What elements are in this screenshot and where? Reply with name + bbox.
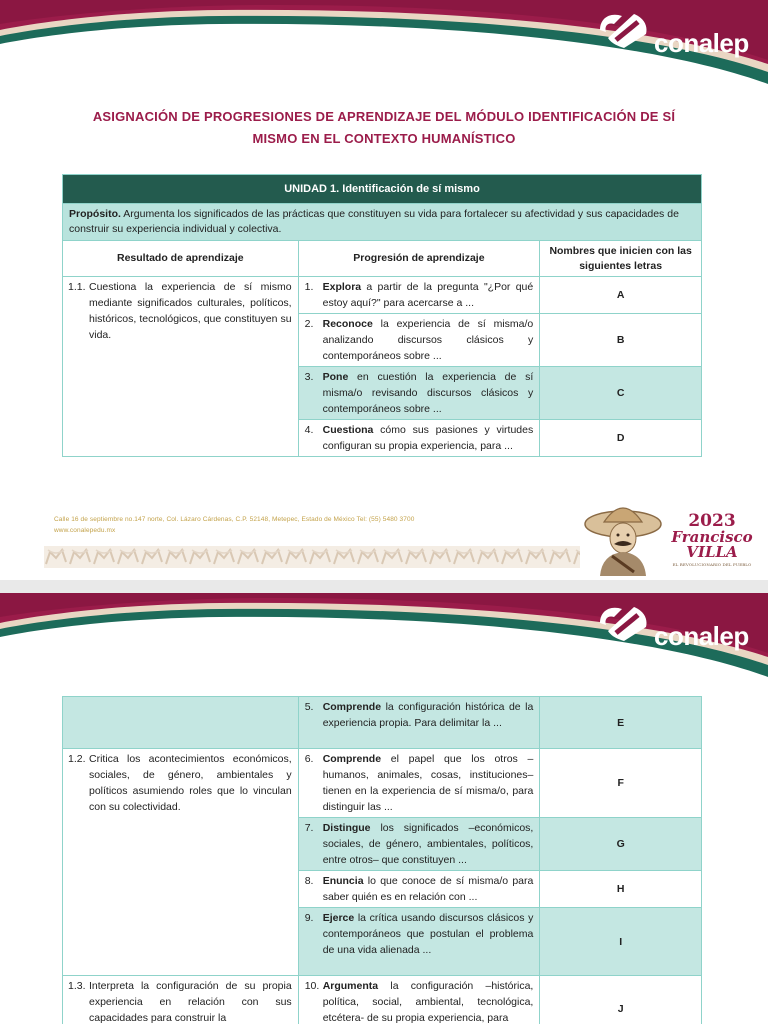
progression-verb: Reconoce xyxy=(322,318,373,330)
conalep-logo xyxy=(594,10,762,58)
letter-cell: E xyxy=(540,697,702,749)
progression-text: la crítica usando discursos clásicos y contemporáneos que postulan el problema de una vida alienada ... xyxy=(322,912,534,956)
progression-text: la configuración –histórica, política, social, ambiental, tecnológica, etcétera- de su propia experiencia, para xyxy=(322,980,534,1024)
letter-cell: J xyxy=(540,976,702,1024)
column-header-letters: Nombres que inicien con las siguientes letras xyxy=(540,241,702,277)
progression-verb: Explora xyxy=(322,281,362,293)
letter-cell: I xyxy=(540,908,702,976)
result-cell xyxy=(63,976,299,1024)
progression-number: 10. xyxy=(304,980,320,992)
logo-wordmark: conalep xyxy=(654,28,749,58)
progression-text: la experiencia de sí misma/o analizando discursos clásicos y contemporáneos sobre ... xyxy=(322,318,534,362)
progression-cell xyxy=(298,976,540,1024)
footer-website: www.conalepedu.mx xyxy=(54,527,116,534)
progression-number: 3. xyxy=(304,371,314,383)
result-number: 1.2. xyxy=(68,753,86,765)
progression-number: 6. xyxy=(304,753,314,765)
result-text: Critica los acontecimientos económicos, sociales, de género, ambientales y políticos asumiendo roles que lo vinculan con su colectividad. xyxy=(89,753,292,813)
progression-number: 2. xyxy=(304,318,314,330)
progressions-table-continued xyxy=(62,696,702,1024)
progression-number: 9. xyxy=(304,912,314,924)
progression-text: lo que conoce de sí misma/o para saber quién es en relación con ... xyxy=(322,875,534,903)
purpose-text: Argumenta los significados de las prácticas que constituyen su vida para fortalecer su afectividad y sus capacidades de construir su experiencia individual y colectiva. xyxy=(69,208,679,235)
title-line-2: MISMO EN EL CONTEXTO HUMANÍSTICO xyxy=(252,131,516,146)
letter-cell: B xyxy=(540,314,702,367)
progression-number: 8. xyxy=(304,875,314,887)
progression-text: los significados –económicos, sociales, de género, ambientales, políticos, entre otros– que constituyen ... xyxy=(322,822,534,866)
progression-verb: Ejerce xyxy=(322,912,355,924)
letter-cell: A xyxy=(540,277,702,314)
letter-cell: F xyxy=(540,749,702,818)
result-cell-empty xyxy=(63,697,299,749)
progression-cell xyxy=(298,277,540,314)
result-cell xyxy=(63,277,299,457)
progression-cell xyxy=(298,420,540,457)
column-header-progression: Progresión de aprendizaje xyxy=(298,241,540,277)
progression-cell xyxy=(298,908,540,976)
conalep-logo xyxy=(594,603,762,651)
progression-verb: Cuestiona xyxy=(322,424,374,436)
progression-cell xyxy=(298,818,540,871)
progression-number: 1. xyxy=(304,281,314,293)
progression-text: el papel que los otros –humanos, animales, cosas, instituciones– tienen en la experiencia de sí misma/o, para distinguir las ... xyxy=(322,753,534,813)
conalep-mark-icon xyxy=(594,603,656,643)
progression-cell xyxy=(298,314,540,367)
progression-number: 4. xyxy=(304,424,314,436)
document-title xyxy=(60,106,708,150)
letter-cell: G xyxy=(540,818,702,871)
footer-address: Calle 16 de septiembre no.147 norte, Col. Lázaro Cárdenas, C.P. 52148, Metepec, Estado de México Tel: (55) 5480 3700 xyxy=(54,516,415,523)
title-line-1: ASIGNACIÓN DE PROGRESIONES DE APRENDIZAJE DEL MÓDULO IDENTIFICACIÓN DE SÍ xyxy=(92,109,676,124)
progressions-table xyxy=(62,174,702,457)
emblem-tagline: EL REVOLUCIONARIO DEL PUEBLO xyxy=(672,562,752,567)
progression-number: 7. xyxy=(304,822,314,834)
progression-cell xyxy=(298,367,540,420)
purpose-label: Propósito. xyxy=(69,208,121,220)
purpose-cell xyxy=(63,204,702,241)
progression-verb: Argumenta xyxy=(322,980,379,992)
result-number: 1.1. xyxy=(68,281,86,293)
emblem-name-1: Francisco xyxy=(671,528,753,546)
letter-cell: H xyxy=(540,871,702,908)
result-text: Cuestiona la experiencia de sí mismo mediante significados culturales, políticos, históricos, tecnológicos, que constituyen su vida. xyxy=(89,281,292,341)
progression-verb: Enuncia xyxy=(322,875,364,887)
progression-verb: Comprende xyxy=(322,753,382,765)
progression-text: en cuestión la experiencia de sí misma/o revisando discursos clásicos y contemporáneos sobre ... xyxy=(322,371,534,415)
progression-verb: Distingue xyxy=(322,822,371,834)
document-page-2 xyxy=(0,593,768,1024)
francisco-villa-emblem-icon xyxy=(582,498,664,576)
unit-heading: UNIDAD 1. Identificación de sí mismo xyxy=(63,175,702,204)
progression-text: a partir de la pregunta "¿Por qué estoy aquí?" para acercarse a ... xyxy=(322,281,534,309)
emblem-name-2: VILLA xyxy=(686,543,738,561)
progression-verb: Pone xyxy=(322,371,349,383)
emblem-year: 2023 xyxy=(688,511,736,531)
progression-verb: Comprende xyxy=(322,701,382,713)
letter-cell: D xyxy=(540,420,702,457)
progression-text: cómo sus pasiones y virtudes configuran su propia experiencia, para ... xyxy=(322,424,534,452)
result-cell xyxy=(63,749,299,976)
footer-address-block xyxy=(54,514,414,536)
progression-cell xyxy=(298,871,540,908)
logo-wordmark: conalep xyxy=(654,621,749,651)
result-number: 1.3. xyxy=(68,980,86,992)
progression-text: la configuración histórica de la experiencia propia. Para delimitar la ... xyxy=(322,701,534,729)
progression-cell xyxy=(298,749,540,818)
decorative-pattern xyxy=(44,546,580,568)
result-text: Interpreta la configuración de su propia experiencia en relación con sus capacidades para construir la xyxy=(89,980,292,1024)
progression-number: 5. xyxy=(304,701,314,713)
villa-emblem-text xyxy=(656,512,768,567)
progression-cell xyxy=(298,697,540,749)
letter-cell: C xyxy=(540,367,702,420)
conalep-mark-icon xyxy=(594,10,656,50)
column-header-result: Resultado de aprendizaje xyxy=(63,241,299,277)
